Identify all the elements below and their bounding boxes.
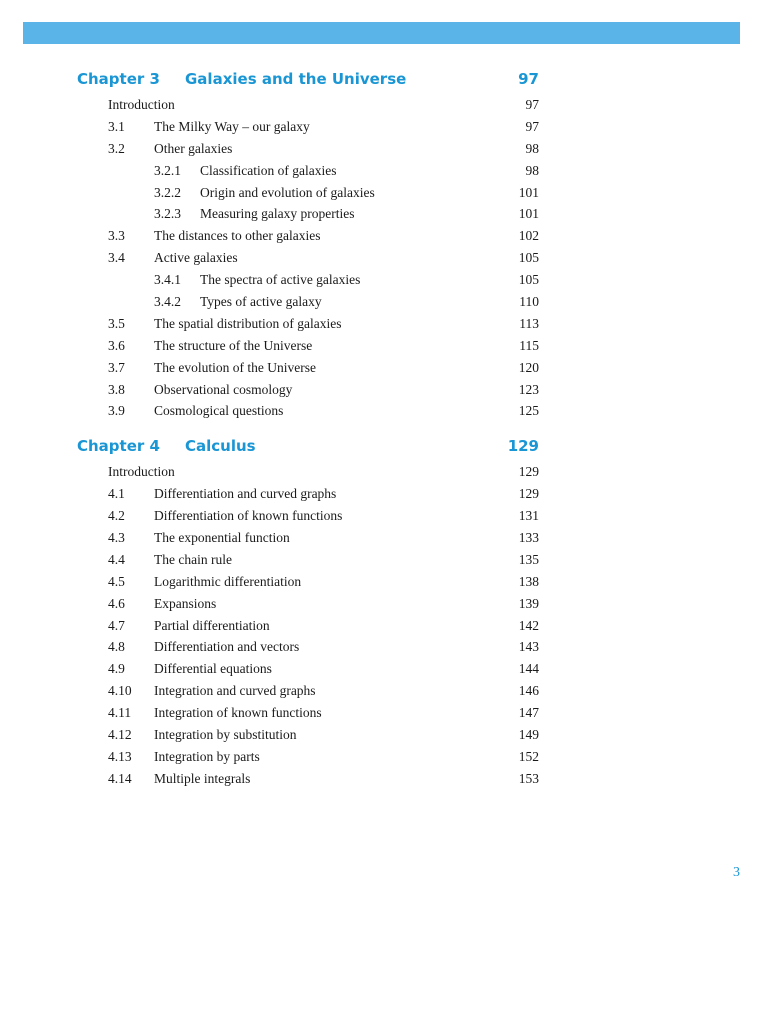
- chapter-heading[interactable]: [0, 67, 768, 94]
- toc-entry[interactable]: [0, 483, 768, 505]
- entry-page-number: 101: [518, 206, 539, 222]
- toc-entry[interactable]: [0, 593, 768, 615]
- toc-entry[interactable]: [0, 461, 768, 483]
- toc-entry[interactable]: [0, 571, 768, 593]
- entry-title: The distances to other galaxies: [154, 228, 321, 244]
- entry-page-number: 149: [518, 727, 539, 743]
- entry-page-number: 120: [518, 359, 539, 375]
- toc-entry[interactable]: [0, 615, 768, 637]
- entry-number: 4.5: [108, 573, 125, 589]
- entry-number: 3.4.1: [154, 272, 181, 288]
- toc-entry[interactable]: [0, 379, 768, 401]
- entry-number: 3.2: [108, 140, 125, 156]
- entry-number: 3.4: [108, 250, 125, 266]
- entry-page-number: 97: [525, 97, 539, 112]
- toc-entry[interactable]: [0, 335, 768, 357]
- entry-title: Cosmological questions: [154, 403, 284, 419]
- toc-entry[interactable]: [0, 313, 768, 335]
- entry-page-number: 115: [519, 337, 539, 353]
- entry-title: The chain rule: [154, 551, 232, 567]
- entry-page-number: 146: [518, 683, 539, 699]
- chapter-label: Chapter 3: [77, 70, 160, 88]
- table-of-contents: [0, 67, 768, 790]
- entry-title: Classification of galaxies: [200, 162, 337, 178]
- entry-title: The spatial distribution of galaxies: [154, 315, 342, 331]
- page-number: 3: [733, 865, 740, 880]
- entry-number: 3.5: [108, 315, 125, 331]
- entry-page-number: 144: [518, 661, 539, 677]
- entry-number: 3.8: [108, 381, 125, 397]
- toc-entry[interactable]: [0, 116, 768, 138]
- chapter-section: [0, 434, 768, 789]
- entry-title: Partial differentiation: [154, 617, 270, 633]
- entry-number: 3.9: [108, 403, 125, 419]
- entry-title: Differentiation and vectors: [154, 639, 300, 655]
- entry-number: 4.6: [108, 595, 125, 611]
- toc-entry[interactable]: [0, 291, 768, 313]
- toc-entry[interactable]: [0, 203, 768, 225]
- entry-title: The spectra of active galaxies: [200, 272, 361, 288]
- entry-page-number: 152: [518, 748, 539, 764]
- toc-entry[interactable]: [0, 549, 768, 571]
- toc-entry[interactable]: [0, 138, 768, 160]
- chapter-page-number: 129: [507, 437, 539, 456]
- chapter-section: [0, 67, 768, 422]
- entry-page-number: 123: [518, 381, 539, 397]
- entry-title: Differential equations: [154, 661, 272, 677]
- entry-number: 4.1: [108, 486, 125, 502]
- entry-number: 3.6: [108, 337, 125, 353]
- chapter-title: Galaxies and the Universe: [185, 70, 407, 88]
- entry-number: 4.8: [108, 639, 125, 655]
- entry-number: 4.9: [108, 661, 125, 677]
- entry-title: Integration and curved graphs: [154, 683, 316, 699]
- entry-title: Origin and evolution of galaxies: [200, 184, 375, 200]
- toc-entry[interactable]: [0, 94, 768, 116]
- toc-entry[interactable]: [0, 658, 768, 680]
- entry-title: Multiple integrals: [154, 770, 251, 786]
- entry-number: 3.2.2: [154, 184, 181, 200]
- entry-title: The evolution of the Universe: [154, 359, 316, 375]
- entry-title: Integration of known functions: [154, 705, 322, 721]
- entry-title: Integration by substitution: [154, 727, 297, 743]
- entry-number: 3.2.3: [154, 206, 181, 222]
- entry-title: Differentiation of known functions: [154, 508, 343, 524]
- entry-page-number: 105: [518, 272, 539, 288]
- toc-entry[interactable]: [0, 702, 768, 724]
- entry-title: Expansions: [154, 595, 217, 611]
- entry-title: Logarithmic differentiation: [154, 573, 302, 589]
- entry-number: 4.13: [108, 748, 132, 764]
- entry-page-number: 153: [518, 770, 539, 786]
- entry-page-number: 131: [518, 508, 539, 524]
- entry-list: [0, 94, 768, 422]
- entry-page-number: 105: [518, 250, 539, 266]
- entry-title: Differentiation and curved graphs: [154, 486, 337, 502]
- entry-page-number: 113: [519, 315, 539, 331]
- entry-page-number: 101: [518, 184, 539, 200]
- entry-page-number: 125: [518, 403, 539, 419]
- toc-entry[interactable]: [0, 724, 768, 746]
- toc-entry[interactable]: [0, 636, 768, 658]
- entry-page-number: 135: [518, 551, 539, 567]
- toc-entry[interactable]: [0, 746, 768, 768]
- entry-page-number: 138: [518, 573, 539, 589]
- chapter-gap: [0, 422, 768, 434]
- chapter-label: Chapter 4: [77, 437, 160, 456]
- entry-page-number: 98: [525, 140, 539, 156]
- entry-title: The Milky Way – our galaxy: [154, 118, 310, 134]
- toc-entry[interactable]: [0, 182, 768, 204]
- entry-list: [0, 461, 768, 789]
- entry-title: Measuring galaxy properties: [200, 206, 355, 222]
- entry-title: Types of active galaxy: [200, 294, 322, 310]
- entry-title: Observational cosmology: [154, 381, 293, 397]
- entry-number: 4.3: [108, 530, 125, 546]
- chapter-page-number: 97: [518, 70, 539, 88]
- toc-entry[interactable]: [0, 400, 768, 422]
- entry-page-number: 98: [525, 162, 539, 178]
- entry-title: Introduction: [108, 464, 175, 480]
- chapter-title: Calculus: [185, 437, 256, 456]
- entry-page-number: 102: [518, 228, 539, 244]
- entry-number: 4.12: [108, 727, 132, 743]
- toc-entry[interactable]: [0, 269, 768, 291]
- entry-page-number: 143: [518, 639, 539, 655]
- entry-number: 4.7: [108, 617, 125, 633]
- entry-page-number: 129: [518, 486, 539, 502]
- entry-number: 3.7: [108, 359, 125, 375]
- entry-title: Integration by parts: [154, 748, 260, 764]
- entry-page-number: 97: [525, 118, 539, 134]
- entry-title: The exponential function: [154, 530, 290, 546]
- entry-number: 4.2: [108, 508, 125, 524]
- entry-number: 4.4: [108, 551, 125, 567]
- entry-number: 3.2.1: [154, 162, 181, 178]
- entry-title: Active galaxies: [154, 250, 238, 266]
- entry-number: 3.3: [108, 228, 125, 244]
- toc-entry[interactable]: [0, 247, 768, 269]
- entry-page-number: 147: [518, 705, 539, 721]
- entry-number: 4.10: [108, 683, 132, 699]
- entry-page-number: 142: [518, 617, 539, 633]
- toc-entry[interactable]: [0, 160, 768, 182]
- entry-title: The structure of the Universe: [154, 337, 313, 353]
- entry-number: 3.1: [108, 118, 125, 134]
- entry-page-number: 133: [518, 530, 539, 546]
- entry-page-number: 110: [519, 294, 539, 310]
- toc-entry[interactable]: [0, 357, 768, 379]
- toc-entry[interactable]: [0, 768, 768, 790]
- toc-entry[interactable]: [0, 225, 768, 247]
- toc-entry[interactable]: [0, 680, 768, 702]
- entry-number: 4.11: [108, 705, 132, 721]
- toc-entry[interactable]: [0, 505, 768, 527]
- toc-entry[interactable]: [0, 527, 768, 549]
- header-bar: [23, 22, 740, 44]
- entry-page-number: 129: [518, 464, 539, 480]
- entry-number: 3.4.2: [154, 294, 181, 310]
- chapter-heading[interactable]: [0, 434, 768, 461]
- entry-title: Introduction: [108, 97, 175, 112]
- entry-page-number: 139: [518, 595, 539, 611]
- entry-title: Other galaxies: [154, 140, 233, 156]
- entry-number: 4.14: [108, 770, 132, 786]
